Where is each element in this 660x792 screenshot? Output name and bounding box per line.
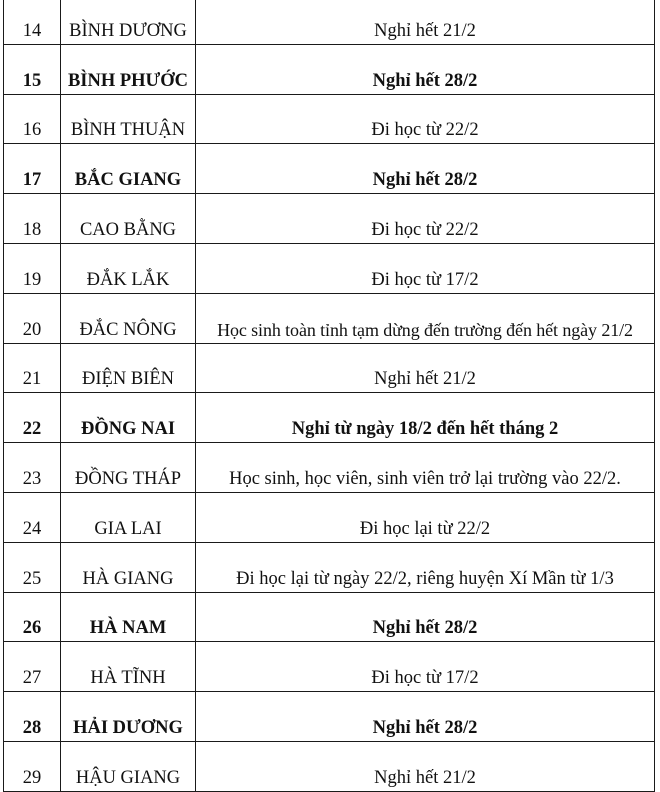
school-status: Nghỉ hết 28/2 bbox=[196, 144, 655, 194]
table-row bbox=[4, 0, 655, 44]
province-name: ĐẮK LẮK bbox=[61, 243, 196, 293]
school-status: Nghỉ hết 28/2 bbox=[196, 692, 655, 742]
school-schedule-table bbox=[3, 0, 655, 792]
row-number: 14 bbox=[4, 0, 61, 44]
province-name: ĐIỆN BIÊN bbox=[61, 343, 196, 393]
row-number: 26 bbox=[4, 592, 61, 642]
table-row bbox=[4, 343, 655, 393]
row-number: 28 bbox=[4, 692, 61, 742]
row-number: 23 bbox=[4, 443, 61, 493]
school-status: Nghỉ hết 28/2 bbox=[196, 592, 655, 642]
school-status: Đi học từ 22/2 bbox=[196, 94, 655, 144]
row-number: 18 bbox=[4, 194, 61, 244]
table-row bbox=[4, 741, 655, 791]
province-name: HẢI DƯƠNG bbox=[61, 692, 196, 742]
row-number: 29 bbox=[4, 741, 61, 791]
school-status: Nghỉ từ ngày 18/2 đến hết tháng 2 bbox=[196, 393, 655, 443]
table-row bbox=[4, 94, 655, 144]
province-name: HÀ NAM bbox=[61, 592, 196, 642]
table-row bbox=[4, 293, 655, 343]
province-name: BÌNH THUẬN bbox=[61, 94, 196, 144]
school-status: Nghỉ hết 28/2 bbox=[196, 44, 655, 94]
row-number: 20 bbox=[4, 293, 61, 343]
school-status: Học sinh toàn tỉnh tạm dừng đến trường đến hết ngày 21/2 bbox=[196, 293, 655, 343]
table-row bbox=[4, 44, 655, 94]
table-row bbox=[4, 592, 655, 642]
province-name: GIA LAI bbox=[61, 492, 196, 542]
row-number: 25 bbox=[4, 542, 61, 592]
table-row bbox=[4, 443, 655, 493]
table-row bbox=[4, 243, 655, 293]
province-name: ĐẮC NÔNG bbox=[61, 293, 196, 343]
province-name: HẬU GIANG bbox=[61, 741, 196, 791]
table-row bbox=[4, 144, 655, 194]
table-row bbox=[4, 542, 655, 592]
school-status: Nghỉ hết 21/2 bbox=[196, 0, 655, 44]
school-status: Đi học từ 17/2 bbox=[196, 642, 655, 692]
school-status: Nghỉ hết 21/2 bbox=[196, 741, 655, 791]
school-status: Đi học lại từ 22/2 bbox=[196, 492, 655, 542]
province-name: ĐỒNG THÁP bbox=[61, 443, 196, 493]
province-name: BÌNH PHƯỚC bbox=[61, 44, 196, 94]
row-number: 16 bbox=[4, 94, 61, 144]
table-row bbox=[4, 692, 655, 742]
school-status: Đi học từ 22/2 bbox=[196, 194, 655, 244]
school-status: Đi học từ 17/2 bbox=[196, 243, 655, 293]
row-number: 24 bbox=[4, 492, 61, 542]
province-name: CAO BẰNG bbox=[61, 194, 196, 244]
province-name: HÀ TĨNH bbox=[61, 642, 196, 692]
row-number: 22 bbox=[4, 393, 61, 443]
province-name: ĐỒNG NAI bbox=[61, 393, 196, 443]
row-number: 15 bbox=[4, 44, 61, 94]
row-number: 17 bbox=[4, 144, 61, 194]
table-row bbox=[4, 642, 655, 692]
table-row bbox=[4, 194, 655, 244]
province-name: BÌNH DƯƠNG bbox=[61, 0, 196, 44]
province-name: HÀ GIANG bbox=[61, 542, 196, 592]
row-number: 19 bbox=[4, 243, 61, 293]
school-schedule-table-container bbox=[3, 0, 654, 792]
school-status: Nghỉ hết 21/2 bbox=[196, 343, 655, 393]
row-number: 21 bbox=[4, 343, 61, 393]
row-number: 27 bbox=[4, 642, 61, 692]
school-status: Đi học lại từ ngày 22/2, riêng huyện Xí Mần từ 1/3 bbox=[196, 542, 655, 592]
province-name: BẮC GIANG bbox=[61, 144, 196, 194]
table-row bbox=[4, 393, 655, 443]
table-row bbox=[4, 492, 655, 542]
school-status: Học sinh, học viên, sinh viên trở lại trường vào 22/2. bbox=[196, 443, 655, 493]
